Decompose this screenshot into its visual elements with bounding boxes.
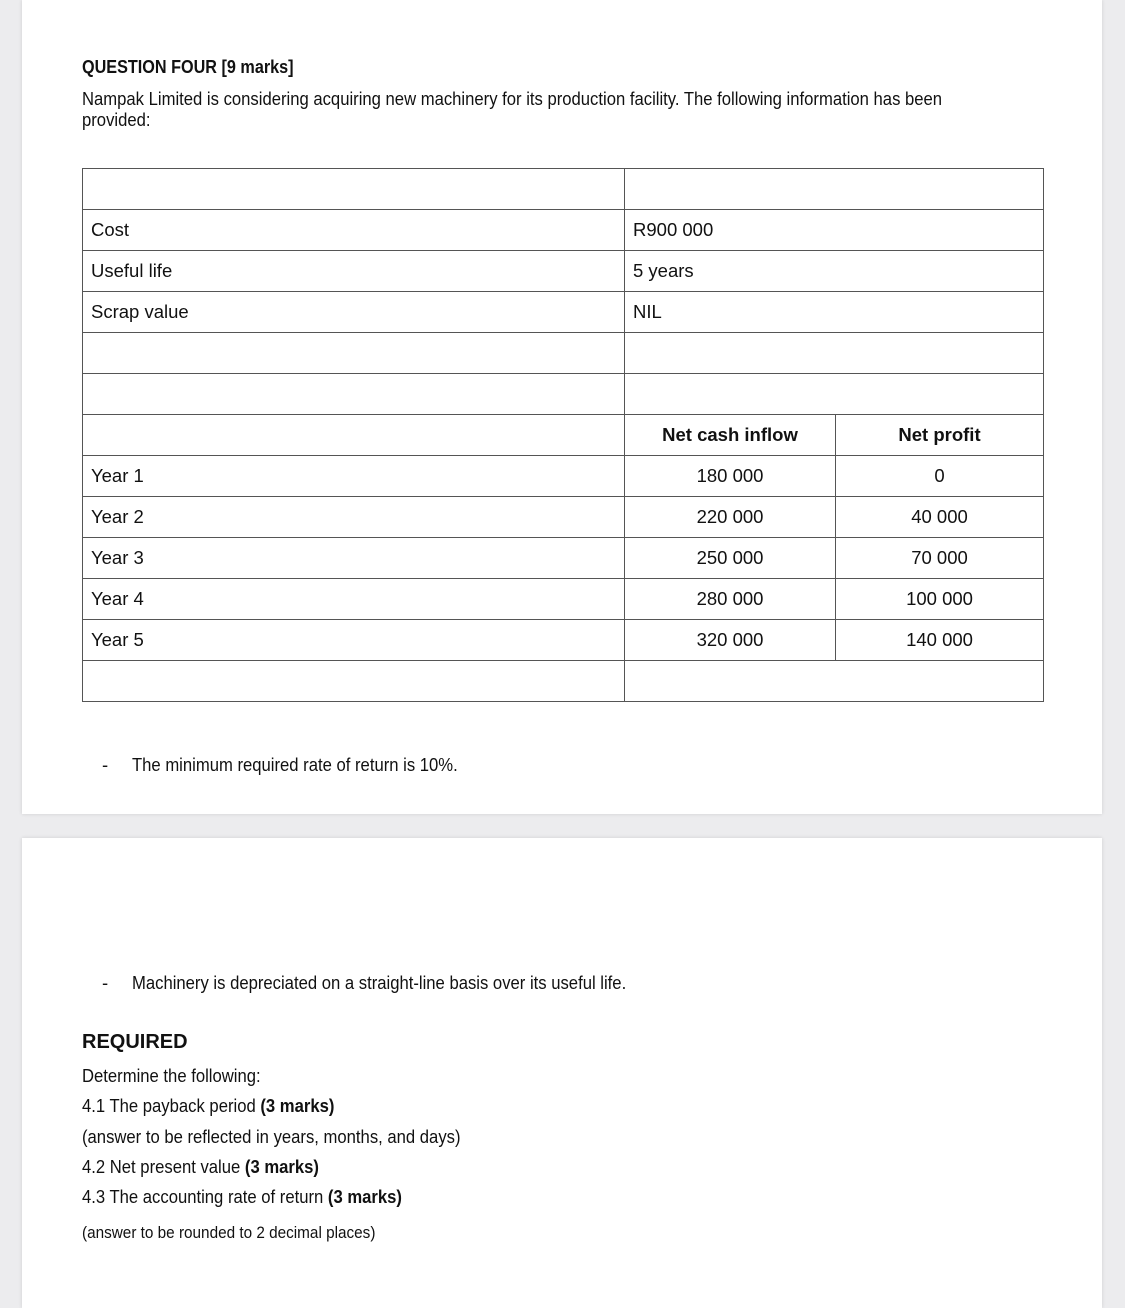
question-marks: (3 marks): [244, 1156, 319, 1177]
table-cell: [625, 333, 1044, 374]
question-marks: (3 marks): [327, 1186, 402, 1207]
table-cell: [83, 661, 625, 702]
question-intro: Nampak Limited is considering acquiring new machinery for its production facility. The following information has been provided:: [82, 88, 943, 130]
net-cash-inflow-cell: 220 000: [625, 497, 836, 538]
table-row-year-3: [83, 538, 1044, 579]
net-cash-inflow-cell: 280 000: [625, 579, 836, 620]
cost-value: R900 000: [625, 210, 1044, 251]
table-row-empty: [83, 333, 1044, 374]
useful-life-label: Useful life: [83, 251, 625, 292]
net-cash-inflow-header: Net cash inflow: [625, 415, 836, 456]
net-profit-cell: 0: [836, 456, 1044, 497]
bullet-dash: -: [102, 754, 109, 775]
table-cell: [83, 374, 625, 415]
bullet-text: The minimum required rate of return is 10%.: [132, 754, 458, 775]
table-row-year-4: [83, 579, 1044, 620]
question-4-2: [82, 1156, 319, 1178]
table-row-year-5: [83, 620, 1044, 661]
question-title: QUESTION FOUR [9 marks]: [82, 57, 294, 77]
net-profit-cell: 100 000: [836, 579, 1044, 620]
table-row-empty: [83, 374, 1044, 415]
net-profit-cell: 40 000: [836, 497, 1044, 538]
table-cell: [625, 374, 1044, 415]
table-row-year-1: [83, 456, 1044, 497]
required-lead: Determine the following:: [82, 1065, 261, 1086]
scrap-value-value: NIL: [625, 292, 1044, 333]
table-cell: [625, 661, 1044, 702]
table-row-empty: [83, 169, 1044, 210]
bullet-text: Machinery is depreciated on a straight-line basis over its useful life.: [132, 972, 627, 993]
year-label: Year 5: [83, 620, 625, 661]
year-label: Year 2: [83, 497, 625, 538]
year-label: Year 1: [83, 456, 625, 497]
document-page-1: [22, 0, 1102, 814]
table-row-empty: [83, 661, 1044, 702]
question-text: 4.2 Net present value: [82, 1156, 245, 1177]
bullet-dash: -: [102, 972, 109, 993]
table-cell: [625, 169, 1044, 210]
year-label: Year 4: [83, 579, 625, 620]
table-row-year-2: [83, 497, 1044, 538]
required-heading: REQUIRED: [82, 1031, 188, 1053]
bullet-rate-of-return: [102, 754, 494, 776]
table-row-scrap-value: [83, 292, 1044, 333]
net-cash-inflow-cell: 320 000: [625, 620, 836, 661]
net-cash-inflow-cell: 250 000: [625, 538, 836, 579]
net-profit-header: Net profit: [836, 415, 1044, 456]
table-cell: [83, 333, 625, 374]
question-4-3: [82, 1186, 402, 1208]
useful-life-value: 5 years: [625, 251, 1044, 292]
machinery-info-table: [82, 168, 1044, 702]
question-text: 4.3 The accounting rate of return: [82, 1186, 328, 1207]
question-4-1: [82, 1095, 334, 1117]
bullet-depreciation: [102, 972, 681, 994]
net-profit-cell: 70 000: [836, 538, 1044, 579]
net-cash-inflow-cell: 180 000: [625, 456, 836, 497]
question-text: 4.1 The payback period: [82, 1095, 261, 1116]
table-row-useful-life: [83, 251, 1044, 292]
document-page-2: [22, 838, 1102, 1308]
question-4-3-note: (answer to be rounded to 2 decimal places): [82, 1223, 376, 1242]
table-cell: [83, 169, 625, 210]
table-cell: [83, 415, 625, 456]
question-marks: (3 marks): [260, 1095, 335, 1116]
scrap-value-label: Scrap value: [83, 292, 625, 333]
table-header-row: [83, 415, 1044, 456]
table-row-cost: [83, 210, 1044, 251]
question-4-1-note: (answer to be reflected in years, months, and days): [82, 1126, 461, 1147]
year-label: Year 3: [83, 538, 625, 579]
cost-label: Cost: [83, 210, 625, 251]
net-profit-cell: 140 000: [836, 620, 1044, 661]
